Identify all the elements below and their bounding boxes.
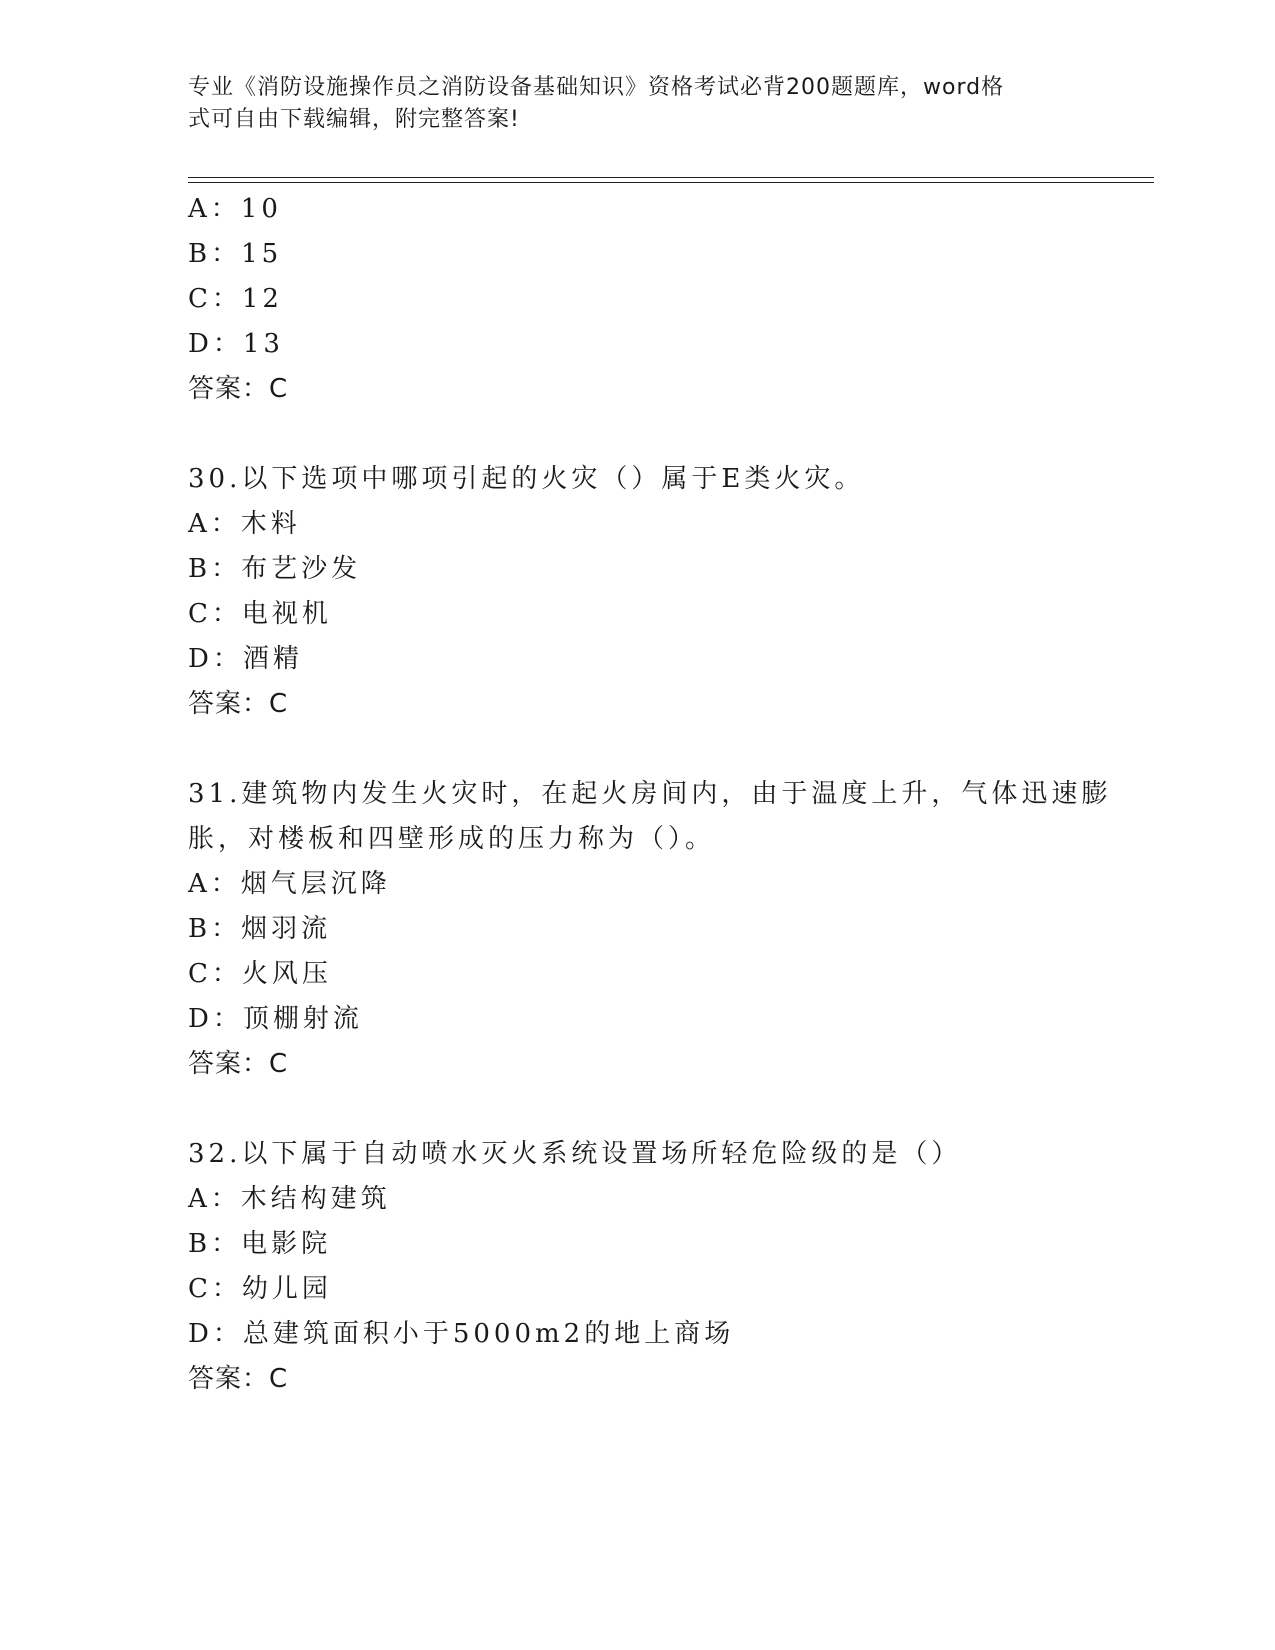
q30-option-a: A：木料 xyxy=(188,509,301,539)
q31-question-line-1: 31.建筑物内发生火灾时，在起火房间内，由于温度上升，气体迅速膨 xyxy=(188,779,1112,809)
q30-option-b: B：布艺沙发 xyxy=(188,554,362,584)
header-divider-top xyxy=(188,177,1154,178)
q30-answer: 答案：C xyxy=(188,689,289,719)
q31-option-b: B：烟羽流 xyxy=(188,914,332,944)
q31-option-c: C：火风压 xyxy=(188,959,332,989)
q31-answer: 答案：C xyxy=(188,1049,289,1079)
q32-question: 32.以下属于自动喷水灭火系统设置场所轻危险级的是（） xyxy=(188,1139,962,1169)
q29-option-a: A：10 xyxy=(188,194,282,224)
header-line-1: 专业《消防设施操作员之消防设备基础知识》资格考试必背200题题库，word格 xyxy=(188,75,1005,100)
q32-option-c: C：幼儿园 xyxy=(188,1274,332,1304)
q32-option-d: D：总建筑面积小于5000m2的地上商场 xyxy=(188,1319,735,1349)
q30-option-d: D：酒精 xyxy=(188,644,303,674)
q29-answer: 答案：C xyxy=(188,374,289,404)
q32-option-a: A：木结构建筑 xyxy=(188,1184,391,1214)
document-header xyxy=(188,72,1068,136)
q29-option-c: C：12 xyxy=(188,284,283,314)
q29-option-b: B：15 xyxy=(188,239,283,269)
q29-option-d: D：13 xyxy=(188,329,284,359)
q30-question: 30.以下选项中哪项引起的火灾（）属于E类火灾。 xyxy=(188,464,865,494)
q30-option-c: C：电视机 xyxy=(188,599,332,629)
header-divider-bottom xyxy=(188,182,1154,183)
q31-option-a: A：烟气层沉降 xyxy=(188,869,391,899)
q32-answer: 答案：C xyxy=(188,1364,289,1394)
q31-question-line-2: 胀，对楼板和四壁形成的压力称为（）。 xyxy=(188,824,716,854)
header-line-2: 式可自由下载编辑，附完整答案! xyxy=(188,107,520,132)
q32-option-b: B：电影院 xyxy=(188,1229,332,1259)
q31-option-d: D：顶棚射流 xyxy=(188,1004,363,1034)
